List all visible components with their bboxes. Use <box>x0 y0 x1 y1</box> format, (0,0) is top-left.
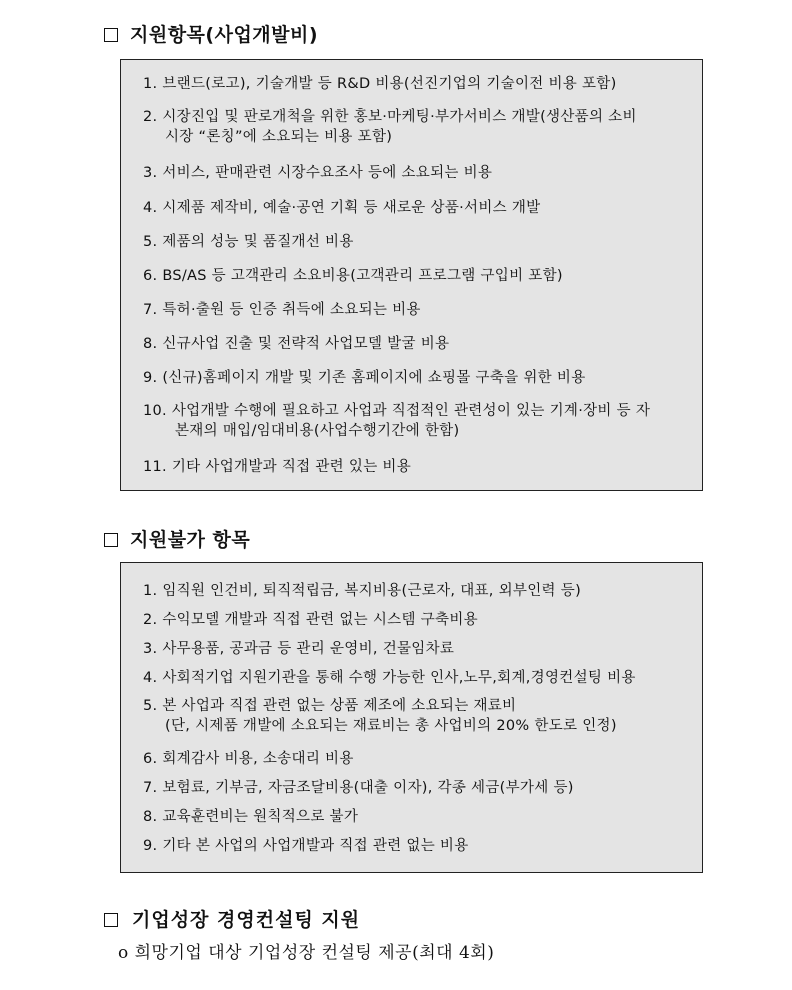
section-heading-support-items <box>104 20 318 47</box>
section-title: 기업성장 경영컨설팅 지원 <box>132 909 361 931</box>
list-item: 1. 브랜드(로고), 기술개발 등 R&D 비용(선진기업의 기술이전 비용 포함) <box>143 76 617 92</box>
list-item: 6. BS/AS 등 고객관리 소요비용(고객관리 프로그램 구입비 포함) <box>143 268 563 284</box>
list-item: 7. 보험료, 기부금, 자금조달비용(대출 이자), 각종 세금(부가세 등) <box>143 780 574 796</box>
list-item: 6. 회계감사 비용, 소송대리 비용 <box>143 751 354 767</box>
list-item: 2. 수익모델 개발과 직접 관련 없는 시스템 구축비용 <box>143 612 478 628</box>
section-title: 지원불가 항목 <box>130 529 251 551</box>
list-item: 8. 신규사업 진출 및 전략적 사업모델 발굴 비용 <box>143 336 450 352</box>
list-item: 4. 시제품 제작비, 예술·공연 기획 등 새로운 상품·서비스 개발 <box>143 200 541 216</box>
list-item: 3. 사무용품, 공과금 등 관리 운영비, 건물임차료 <box>143 641 455 657</box>
list-item: 9. 기타 본 사업의 사업개발과 직접 관련 없는 비용 <box>143 838 469 854</box>
list-item: 5. 제품의 성능 및 품질개선 비용 <box>143 234 354 250</box>
list-item: 3. 서비스, 판매관련 시장수요조사 등에 소요되는 비용 <box>143 165 493 181</box>
list-item: 11. 기타 사업개발과 직접 관련 있는 비용 <box>143 459 412 475</box>
list-item: 9. (신규)홈페이지 개발 및 기존 홈페이지에 쇼핑몰 구축을 위한 비용 <box>143 370 586 386</box>
list-item: 5. 본 사업과 직접 관련 없는 상품 제조에 소요되는 재료비 (단, 시제품 개발에 소요되는 재료비는 총 사업비의 20% 한도로 인정) <box>143 698 617 734</box>
checkbox-icon <box>104 28 118 42</box>
section-title: 지원항목(사업개발비) <box>130 24 319 46</box>
list-item: 8. 교육훈련비는 원칙적으로 불가 <box>143 809 359 825</box>
list-item: 2. 시장진입 및 판로개척을 위한 홍보·마케팅·부가서비스 개발(생산품의 소비 시장 “론칭”에 소요되는 비용 포함) <box>143 109 637 145</box>
consulting-bullet: o 희망기업 대상 기업성장 컨설팅 제공(최대 4회) <box>118 943 495 963</box>
checkbox-icon <box>104 913 118 927</box>
excluded-items-box <box>120 562 703 873</box>
support-items-box <box>120 59 703 491</box>
section-heading-excluded-items <box>104 525 250 552</box>
section-heading-consulting <box>104 905 360 932</box>
list-item: 10. 사업개발 수행에 필요하고 사업과 직접적인 관련성이 있는 기계·장비 등 자 본재의 매입/임대비용(사업수행기간에 한함) <box>143 403 651 439</box>
checkbox-icon <box>104 533 118 547</box>
list-item: 4. 사회적기업 지원기관을 통해 수행 가능한 인사,노무,회계,경영컨설팅 비용 <box>143 670 636 686</box>
list-item: 1. 임직원 인건비, 퇴직적립금, 복지비용(근로자, 대표, 외부인력 등) <box>143 583 582 599</box>
list-item: 7. 특허·출원 등 인증 취득에 소요되는 비용 <box>143 302 421 318</box>
